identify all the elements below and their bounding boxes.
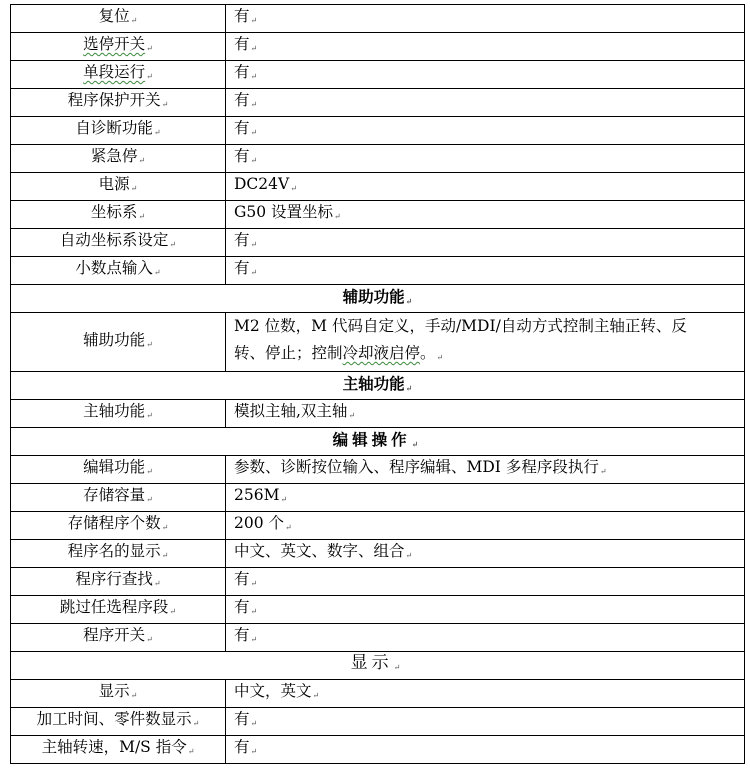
row-value [226,624,745,652]
section-title [11,285,745,313]
key-text: 主轴功能 [83,402,146,420]
row-key [11,201,226,229]
spec-table [10,4,745,764]
key-text: 程序行查找 [75,570,153,588]
paragraph-mark-icon: ↵ [153,268,161,277]
key-text: 小数点输入 [75,259,153,277]
paragraph-mark-icon: ↵ [250,72,258,81]
row-value [226,313,745,372]
row-value [226,540,745,568]
value-text: 有 [234,598,250,616]
paragraph-mark-icon: ↵ [280,495,288,504]
row-value [226,736,745,764]
value-text: 有 [234,710,250,728]
table-row [11,117,745,145]
paragraph-mark-icon: ↵ [250,240,258,249]
paragraph-mark-icon: ↵ [130,691,138,700]
value-text: 中文、英文、数字、组合 [234,542,405,560]
paragraph-mark-icon: ↵ [312,691,320,700]
row-value [226,117,745,145]
paragraph-mark-icon: ↵ [334,212,341,221]
section-header-edit [11,428,745,456]
paragraph-mark-icon: ↵ [169,607,177,616]
row-value [226,596,745,624]
paragraph-mark-icon: ↵ [405,551,413,560]
key-text: 加工时间、零件数显示 [36,710,192,728]
value-text: 参数、诊断按位输入、程序编辑、MDI 多程序段执行 [234,458,599,476]
table-row [11,540,745,568]
section-title-text: 显示 [350,653,393,673]
row-key [11,568,226,596]
key-text: 程序开关 [83,626,146,644]
value-text: 冷却液启停 [342,344,421,362]
section-title-text: 辅助功能 [342,286,405,306]
row-value [226,33,745,61]
row-value [226,568,745,596]
row-key [11,33,226,61]
row-value [226,400,745,428]
value-line-1: M2 位数，M 代码自定义，手动/MDI/自动方式控制主轴正转、反 [234,317,687,335]
paragraph-mark-icon: ↵ [393,663,405,672]
value-text: 256M [234,486,280,504]
row-key [11,400,226,428]
paragraph-mark-icon: ↵ [411,438,423,449]
paragraph-mark-icon: ↵ [161,551,169,560]
paragraph-mark-icon: ↵ [250,128,258,137]
table-row [11,400,745,428]
section-title-text: 编辑操作 [332,429,411,449]
paragraph-mark-icon: ↵ [250,156,258,165]
row-value [226,145,745,173]
table-row [11,201,745,229]
paragraph-mark-icon: ↵ [250,44,258,53]
table-row [11,568,745,596]
row-key [11,736,226,764]
table-row [11,736,745,764]
value-text: 200 个 [234,514,285,532]
key-text: 复位 [98,7,130,25]
key-text: 编辑功能 [83,458,146,476]
row-value [226,708,745,736]
row-value [226,173,745,201]
table-row [11,5,745,33]
key-text: 紧急停 [90,147,138,165]
paragraph-mark-icon: ↵ [187,747,195,756]
paragraph-mark-icon: ↵ [146,495,153,504]
paragraph-mark-icon: ↵ [250,579,258,588]
table-row [11,229,745,257]
row-key [11,5,226,33]
row-value [226,484,745,512]
value-text: 有 [234,63,250,81]
value-text: 。 [420,344,436,362]
row-value [226,5,745,33]
value-text: 有 [234,259,250,277]
section-title-text: 主轴功能 [342,373,405,393]
value-text: 有 [234,570,250,588]
table-row [11,708,745,736]
section-title [11,428,745,456]
row-value [226,257,745,285]
row-key [11,624,226,652]
section-title [11,372,745,400]
section-header-display [11,652,745,680]
paragraph-mark-icon: ↵ [153,579,161,588]
key-text: 电源 [98,175,130,193]
paragraph-mark-icon: ↵ [146,635,153,644]
paragraph-mark-icon: ↵ [161,523,169,532]
table-row [11,61,745,89]
row-key [11,313,226,372]
row-value [226,512,745,540]
row-value [226,89,745,117]
key-text: 存储程序个数 [67,514,161,532]
value-text: 有 [234,147,250,165]
table-row [11,33,745,61]
row-key [11,61,226,89]
table-row [11,89,745,117]
row-key [11,708,226,736]
row-value [226,680,745,708]
row-key [11,596,226,624]
row-value [226,61,745,89]
value-text: 有 [234,7,250,25]
value-text: 有 [234,231,250,249]
paragraph-mark-icon: ↵ [405,295,413,306]
value-text: G50 设置坐标 [234,203,334,221]
row-key [11,173,226,201]
paragraph-mark-icon: ↵ [130,184,138,193]
key-text: 自诊断功能 [75,119,153,137]
key-text: 存储容量 [83,486,146,504]
value-text: 转、停止；控制 [234,344,343,362]
paragraph-mark-icon: ↵ [169,240,177,249]
value-text: 有 [234,119,250,137]
row-key [11,145,226,173]
paragraph-mark-icon: ↵ [405,382,413,393]
paragraph-mark-icon: ↵ [146,411,153,420]
row-value [226,456,745,484]
row-value [226,229,745,257]
key-text: 显示 [98,682,130,700]
paragraph-mark-icon: ↵ [250,635,258,644]
paragraph-mark-icon: ↵ [348,411,356,420]
paragraph-mark-icon: ↵ [146,467,153,476]
table-row [11,313,745,372]
value-text: 有 [234,626,250,644]
row-value [226,201,745,229]
paragraph-mark-icon: ↵ [250,100,258,109]
paragraph-mark-icon: ↵ [138,156,146,165]
table-row [11,257,745,285]
table-row [11,484,745,512]
row-key [11,484,226,512]
row-key [11,540,226,568]
value-text: 有 [234,35,250,53]
paragraph-mark-icon: ↵ [161,100,169,109]
section-header-spindle [11,372,745,400]
row-key [11,117,226,145]
table-row [11,596,745,624]
table-row [11,680,745,708]
paragraph-mark-icon: ↵ [146,339,153,349]
paragraph-mark-icon: ↵ [192,719,200,728]
value-text: 模拟主轴,双主轴 [234,402,348,420]
paragraph-mark-icon: ↵ [146,44,153,53]
key-text: 自动坐标系设定 [59,231,169,249]
paragraph-mark-icon: ↵ [130,16,138,25]
paragraph-mark-icon: ↵ [138,212,146,221]
paragraph-mark-icon: ↵ [285,523,292,532]
section-header-aux [11,285,745,313]
row-key [11,89,226,117]
key-text: 单段运行 [83,63,146,81]
paragraph-mark-icon: ↵ [146,72,153,81]
key-text: 程序保护开关 [67,91,161,109]
row-key [11,229,226,257]
row-key [11,680,226,708]
key-text: 程序名的显示 [67,542,161,560]
value-text: DC24V [234,175,290,193]
section-title [11,652,745,680]
paragraph-mark-icon: ↵ [250,747,258,756]
row-key [11,257,226,285]
key-text: 坐标系 [90,203,138,221]
paragraph-mark-icon: ↵ [250,16,258,25]
value-text: 有 [234,738,250,756]
paragraph-mark-icon: ↵ [290,184,297,193]
table-row [11,173,745,201]
paragraph-mark-icon: ↵ [153,128,161,137]
key-text: 跳过任选程序段 [59,598,169,616]
key-text: 辅助功能 [83,330,146,349]
row-key [11,456,226,484]
table-row [11,512,745,540]
key-text: 选停开关 [83,35,146,53]
table-row [11,145,745,173]
paragraph-mark-icon: ↵ [599,467,607,476]
value-text: 中文，英文 [234,682,312,700]
paragraph-mark-icon: ↵ [436,353,444,362]
row-key [11,512,226,540]
table-row [11,624,745,652]
key-text: 主轴转速，M/S 指令 [41,738,187,756]
paragraph-mark-icon: ↵ [250,268,258,277]
table-row [11,456,745,484]
value-line-2 [234,340,736,371]
value-text: 有 [234,91,250,109]
paragraph-mark-icon: ↵ [250,719,258,728]
paragraph-mark-icon: ↵ [250,607,258,616]
